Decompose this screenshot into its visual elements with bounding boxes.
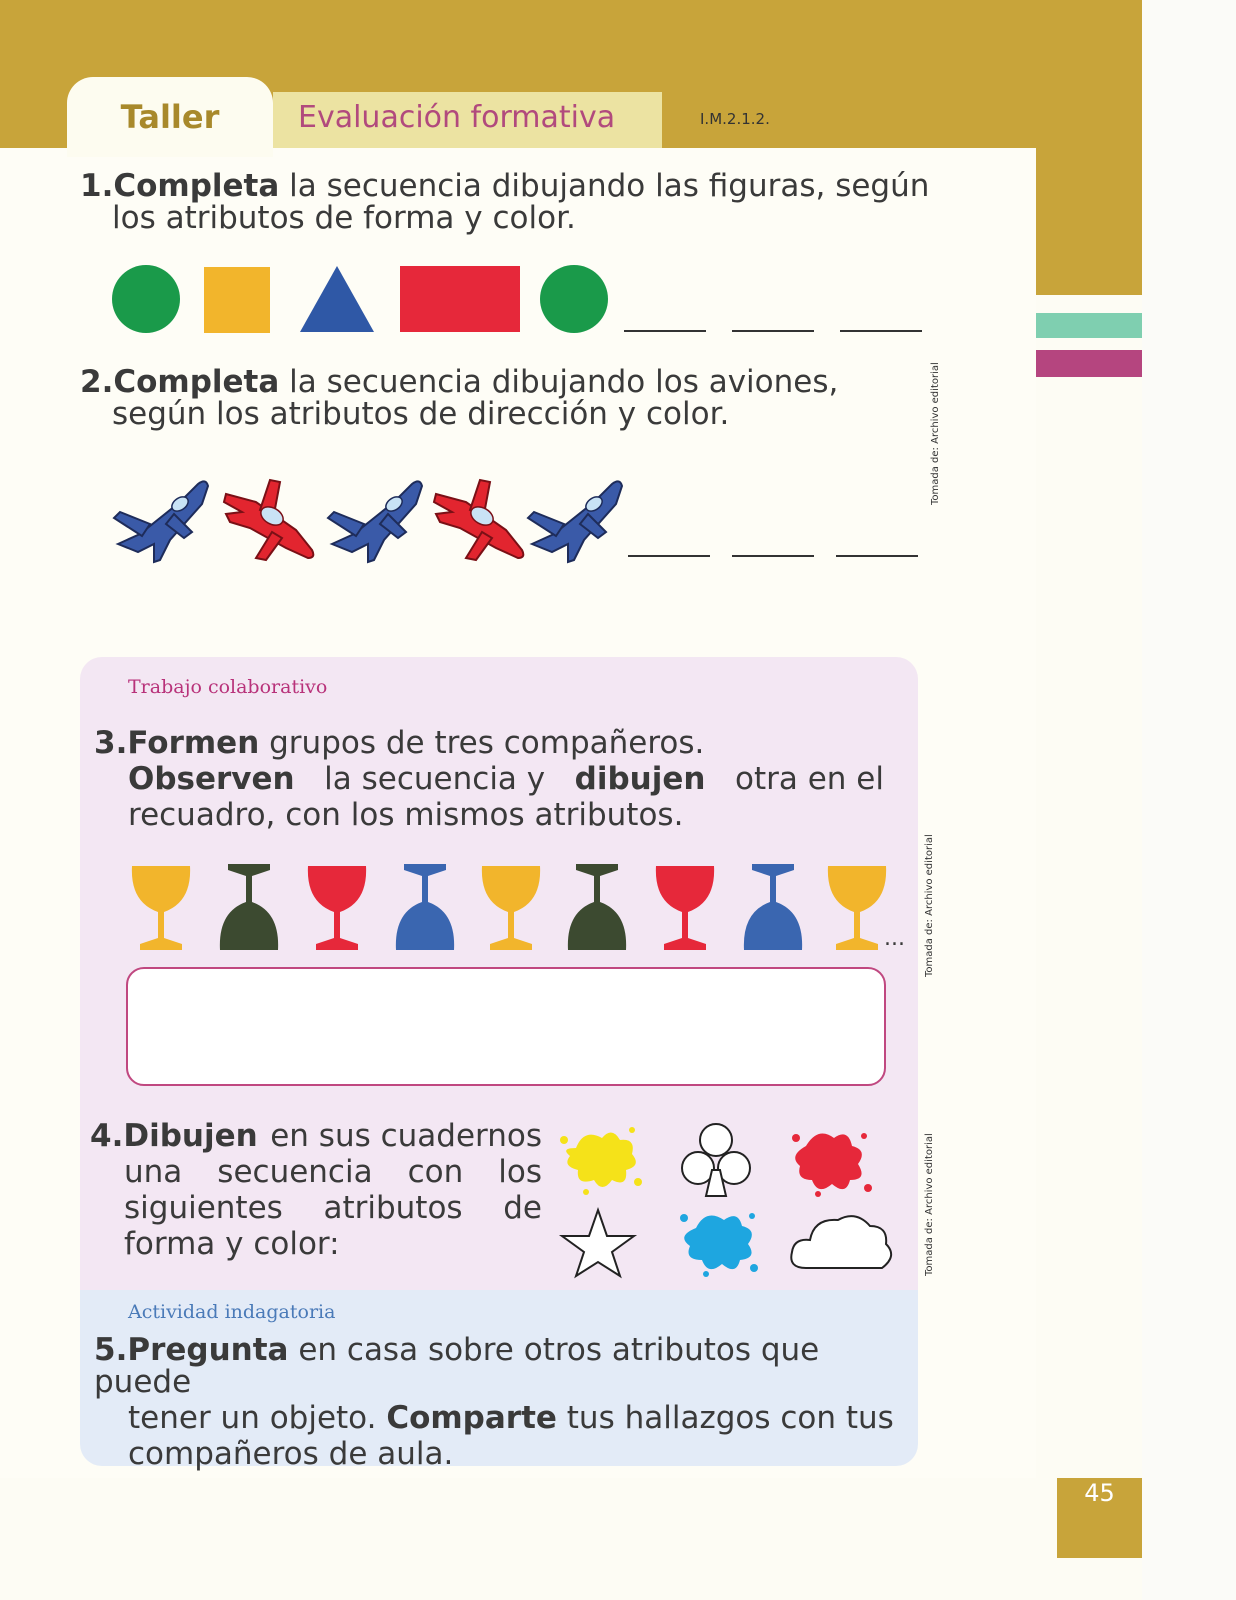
dark-green-glass	[568, 864, 626, 950]
question-text: la secuencia y	[324, 761, 546, 797]
yellow-square-shape	[204, 267, 270, 333]
answer-blank[interactable]	[836, 555, 918, 557]
red-plane-down	[224, 480, 313, 560]
instruction-verb: Pregunta	[127, 1332, 289, 1368]
answer-blank[interactable]	[840, 330, 922, 332]
green-circle-shape	[540, 265, 608, 333]
blue-plane-up	[528, 481, 622, 562]
question-text: los atributos de forma y color.	[112, 200, 576, 236]
word: secuencia	[217, 1154, 373, 1190]
dark-green-glass	[220, 864, 278, 950]
answer-blank[interactable]	[732, 330, 814, 332]
answer-blank[interactable]	[628, 555, 710, 557]
question-text: recuadro, con los mismos atributos.	[128, 797, 684, 833]
yellow-glass	[132, 866, 190, 950]
question-3	[94, 727, 884, 831]
question-line	[90, 1192, 542, 1224]
attribute-symbols	[556, 1118, 896, 1280]
question-text: otra en el	[735, 761, 884, 797]
blue-glass	[744, 864, 802, 950]
blue-glass	[396, 864, 454, 950]
instruction-verb: Completa	[113, 168, 280, 204]
instruction-verb: dibujen	[574, 761, 706, 797]
star-outline-icon	[562, 1210, 634, 1276]
club-outline-icon	[682, 1124, 750, 1196]
blue-plane-up	[328, 481, 422, 562]
plane-sequence	[110, 472, 630, 567]
question-5	[94, 1334, 900, 1470]
blue-triangle-shape	[300, 266, 374, 332]
question-text: compañeros de aula.	[128, 1436, 454, 1472]
answer-blank[interactable]	[732, 555, 814, 557]
question-text: en sus cuadernos	[270, 1118, 542, 1154]
question-text: tus hallazgos con tus	[556, 1400, 894, 1436]
question-2	[80, 366, 980, 430]
cloud-outline-icon	[791, 1216, 891, 1268]
image-credit: Tomada de: Archivo editorial	[924, 834, 935, 977]
word: atributos	[323, 1190, 463, 1226]
question-text: tener un objeto.	[128, 1400, 377, 1436]
question-text: la secuencia dibujando los aviones,	[279, 364, 839, 400]
question-line	[94, 763, 884, 795]
taller-title: Taller	[120, 98, 220, 136]
word: de	[503, 1190, 542, 1226]
question-line	[94, 1402, 900, 1434]
glass-sequence	[126, 860, 896, 955]
question-line	[90, 1156, 542, 1188]
skill-code: I.M.2.1.2.	[700, 110, 770, 128]
question-text: forma y color:	[124, 1226, 340, 1262]
instruction-verb: Formen	[127, 725, 260, 761]
image-credit: Tomada de: Archivo editorial	[924, 1133, 935, 1276]
red-plane-down	[434, 480, 523, 560]
magenta-tab-marker	[1036, 350, 1143, 377]
word: con	[407, 1154, 464, 1190]
evaluation-title: Evaluación formativa	[298, 100, 616, 135]
red-glass	[656, 866, 714, 950]
question-text: la secuencia dibujando las figuras, según	[279, 168, 930, 204]
blue-splash-icon	[680, 1213, 758, 1277]
question-number: 3.	[94, 725, 128, 761]
section-label: Trabajo colaborativo	[128, 676, 328, 698]
question-text: en casa sobre otros atributos que puede	[94, 1332, 820, 1400]
shape-sequence	[110, 262, 930, 340]
word: una	[124, 1154, 183, 1190]
question-number: 4.	[90, 1118, 124, 1154]
instruction-verb: Observen	[128, 761, 295, 797]
section-label: Actividad indagatoria	[128, 1301, 336, 1323]
right-color-block	[1036, 148, 1142, 295]
yellow-splash-icon	[560, 1127, 642, 1195]
red-splash-icon	[792, 1133, 872, 1197]
question-number: 2.	[80, 364, 114, 400]
word: siguientes	[124, 1190, 283, 1226]
question-number: 5.	[94, 1332, 128, 1368]
instruction-verb: Comparte	[386, 1400, 557, 1436]
drawing-box[interactable]	[126, 967, 886, 1086]
red-glass	[308, 866, 366, 950]
yellow-glass	[482, 866, 540, 950]
blue-plane-up	[114, 481, 208, 562]
page-margin	[1142, 0, 1236, 1600]
question-text: según los atributos de dirección y color.	[112, 396, 730, 432]
instruction-verb: Completa	[113, 364, 280, 400]
page-number: 45	[1084, 1479, 1115, 1507]
sequence-ellipsis: ...	[884, 926, 905, 951]
question-4	[90, 1120, 542, 1260]
word: los	[498, 1154, 542, 1190]
red-rectangle-shape	[400, 266, 520, 332]
image-credit: Tomada de: Archivo editorial	[930, 362, 941, 505]
answer-blank[interactable]	[624, 330, 706, 332]
question-number: 1.	[80, 168, 114, 204]
green-circle-shape	[112, 265, 180, 333]
question-text: grupos de tres compañeros.	[259, 725, 705, 761]
instruction-verb: Dibujen	[123, 1118, 258, 1154]
teal-tab-marker	[1036, 313, 1143, 338]
yellow-glass	[828, 866, 886, 950]
question-1	[80, 170, 980, 234]
